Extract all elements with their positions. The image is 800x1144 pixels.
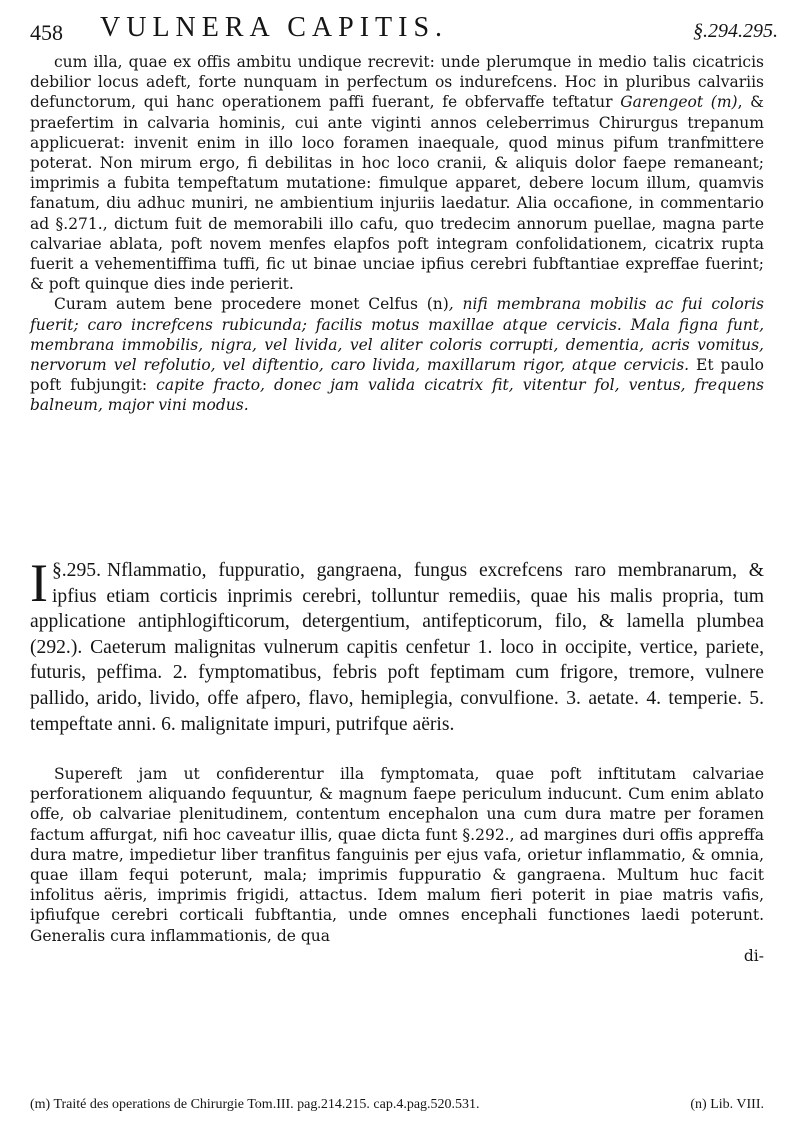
footnote-m: (m) Traité des operations de Chirurgie Tom.III. pag.214.215. cap.4.pag.520.531. [30,1097,480,1112]
author-name: Garengeot [620,93,704,112]
running-header [30,12,778,48]
footnote-n: (n) Lib. VIII. [690,1097,764,1112]
aphorism-text: §.295. I Nflammatio, fuppuratio, gangraena, fungus excrefcens raro membranarum, & ipfius etiam corticis inprimis cerebri, tolluntur remediis, quae his malis propria, tum applicatione antiphlogifticorum, detergentium, antifepticorum, filo, & lamella plumbea (292.). Caeterum malignitas vulnerum capitis cenfetur 1. loco in occipite, vertice, pariete, futuris, peffima. 2. fymptomatibus, febris poft feptimam cum frigore, tremore, vulnere pallido, arido, livido, offe afpero, flavo, hemiplegia, convulfione. 3. aetate. 4. temperie. 5. tempeftate anni. 6. malignitate impuri, putrifque aëris. [30,553,764,735]
paragraph: Supereft jam ut confiderentur illa fymptomata, quae poft inftitutam calvariae perforationem aliquando fequuntur, & magnum faepe periculum inducunt. Cum enim ablato offe, ob calvariae plenitudinem, contentum encephalon una cum dura matre per foramen factum affurgat, nifi hoc caveatur illis, quae dicta funt §.292., ad margines duri offis appreffa dura matre, impedietur liber tranfitus fanguinis per ejus vafa, orietur inflammatio, & omnia, quae illam fequi poterunt, mala; imprimis fuppuratio & gangraena. Multum huc facit infolitus aëris, imprimis frigidi, attactus. Idem malum fieri poterit in piae matris vafis, ipfiufque cerebri corticali fubftantia, unde omnes encephali functiones laedi poterunt. Generalis cura inflammationis, de qua [30,765,764,945]
commentary-block-1 [30,52,764,416]
commentary-block-2 [30,764,764,966]
paragraph: Curam autem bene procedere monet Celfus (n), nifi membrana mobilis ac fui coloris fuerit; caro increfcens rubicunda; facilis motus maxillae atque cervicis. Mala figna funt, membrana immobilis, nigra, vel livida, vel aliter coloris corrupti, dementia, acris vomitus, nervorum vel refolutio, vel diftentio, caro livida, maxillarum rigor, atque cervicis. Et paulo poft fubjungit: capite fracto, donec jam valida cicatrix fit, vitentur fol, ventus, frequens balneum, major vini modus. [30,295,765,415]
section-number: §.295. [51,560,101,581]
footnotes [30,1096,764,1114]
running-title: VULNERA CAPITIS. [100,12,449,43]
section-reference: §.294.295. [693,20,778,42]
footnote-marker: (n) [426,295,449,314]
page-number: 458 [30,20,63,45]
paragraph: cum illa, quae ex offis ambitu undique recrevit: unde plerumque in medio talis cicatricis debilior locus adeft, forte nunquam in perfectum os indurefcens. Hoc in pluribus calvariis defunctorum, qui hanc operationem paffi fuerant, fe obfervaffe teftatur Garengeot (m), & praefertim in calvaria hominis, cui ante viginti annos celeberrimus Chirurgus trepanum applicuerat: invenit enim in illo loco foramen inaequale, quod minus pifum tranfmittere poterat. Non mirum ergo, fi debilitas in hoc loco cranii, & aliquis dolor faepe remaneant; imprimis a fubita tempeftatum mutatione: fimulque apparet, debere locum illum, quamvis fanatum, diu adhuc muniri, ne ambientium injuriis laedatur. Alia occafione, in commentario ad §.271., dictum fuit de memorabili illo cafu, quo tredecim annorum puellae, magna parte calvariae ablata, poft novem menfes elapfos poft integram confolidationem, cicatrix rupta fuerit a vehementiffima tuffi, fic ut binae unciae ipfius cerebri fubftantiae expreffae fuerint; & poft quinque dies inde perierit. [30,53,764,294]
quotation: , nifi membrana mobilis ac fui coloris fuerit; caro increfcens rubicunda; facilis motus maxillae atque cervicis. Mala figna funt, membrana immobilis, nigra, vel livida, vel aliter coloris corrupti, dementia, acris vomitus, nervorum vel refolutio, vel diftentio, caro livida, maxillarum rigor, atque cervicis. [30,295,764,375]
footnote-marker: (m) [710,93,738,112]
aphorism-295 [30,553,764,737]
quotation: capite fracto, donec jam valida cicatrix fit, vitentur fol, ventus, frequens balneum, major vini modus. [30,376,765,415]
catchword: di- [743,946,764,965]
drop-cap: I [30,553,48,613]
